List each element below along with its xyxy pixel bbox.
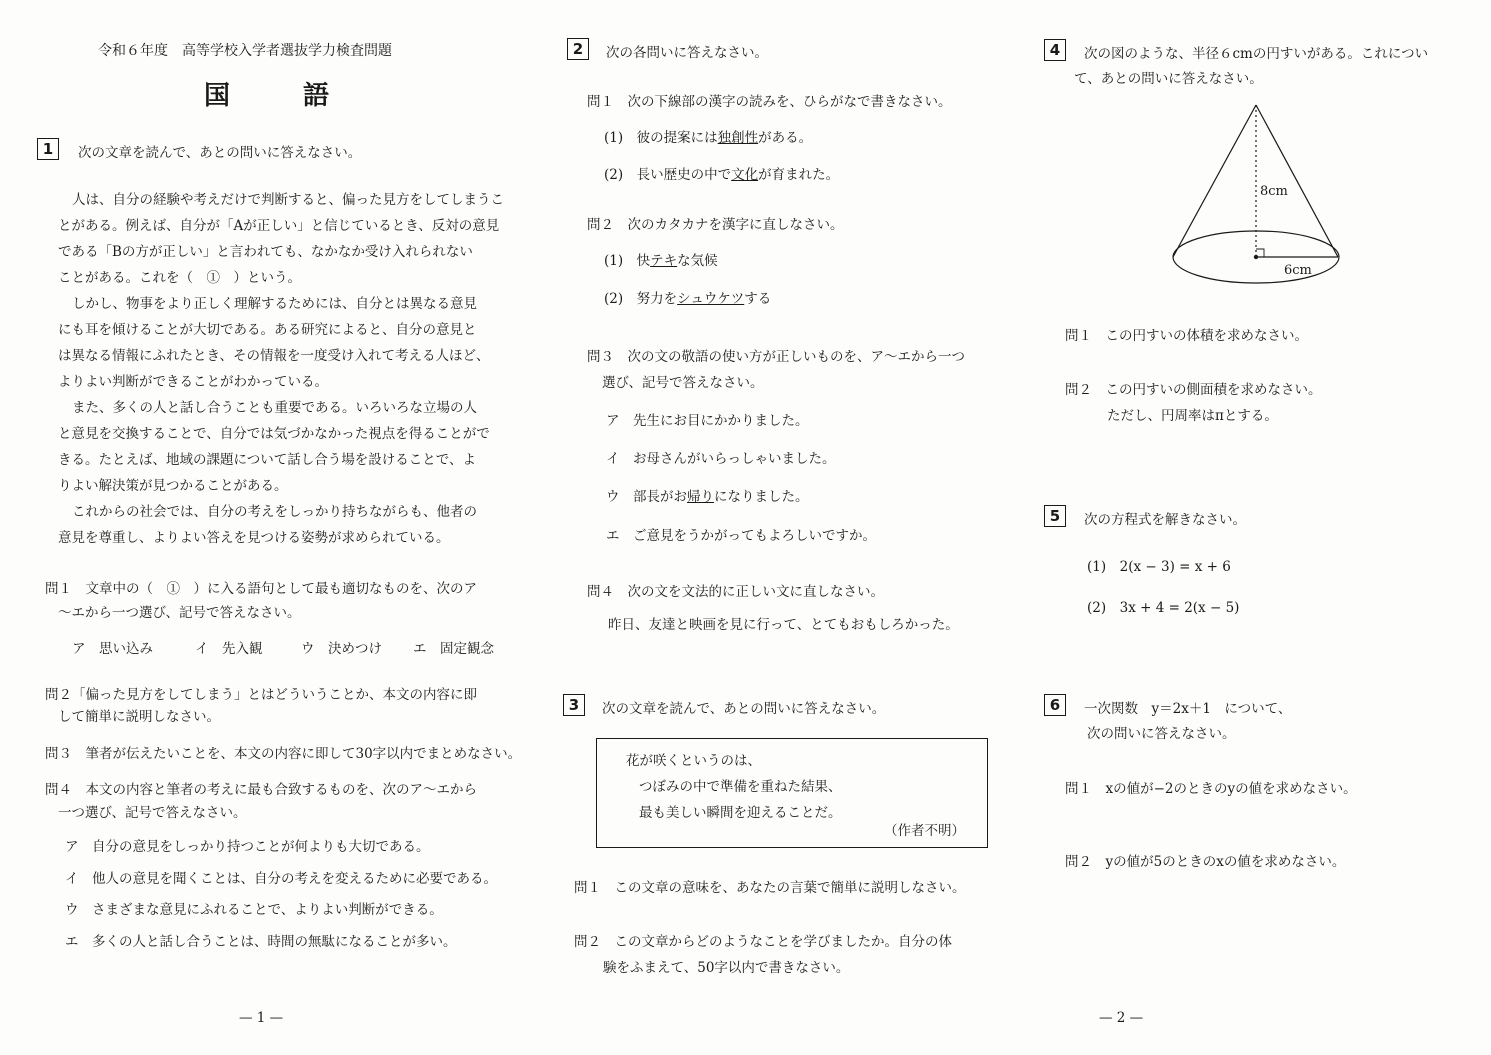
exam-title: 令和６年度 高等学校入学者選抜学力検査問題 xyxy=(98,43,392,59)
q2-sub1-text: 問１ 次の下線部の漢字の読みを、ひらがなで書きなさい。 xyxy=(587,94,952,110)
q6-sub2-text: 問２ yの値が5のときのxの値を求めなさい。 xyxy=(1065,854,1346,870)
quote-author: （作者不明） xyxy=(884,823,965,839)
q4-sub2-text: ただし、円周率はπとする。 xyxy=(1107,408,1278,424)
passage-line: は異なる情報にふれたとき、その情報を一度受け入れて考える人ほど、 xyxy=(58,348,490,364)
height-label: 8cm xyxy=(1260,184,1288,199)
q5-instruction: 次の方程式を解きなさい。 xyxy=(1084,512,1246,528)
q1-sub2-text: して簡単に説明しなさい。 xyxy=(58,709,220,725)
q1-instruction: 次の文章を読んで、あとの問いに答えなさい。 xyxy=(78,145,362,161)
passage-line: りよい解決策が見つかることがある。 xyxy=(58,478,288,494)
item-text: な気候 xyxy=(677,253,718,269)
q5-equation: (2) 3x + 4 = 2(x − 5) xyxy=(1087,600,1240,616)
q2-sub3-text: 選び、記号で答えなさい。 xyxy=(602,375,764,391)
q1-sub3-text: 問３ 筆者が伝えたいことを、本文の内容に即して30字以内でまとめなさい。 xyxy=(45,746,522,762)
q2-sub1-item xyxy=(604,126,812,146)
subject-title-right: 語 xyxy=(303,81,332,111)
q6-instruction: 次の問いに答えなさい。 xyxy=(1087,726,1236,742)
q1-sub4-choice: イ 他人の意見を聞くことは、自分の考えを変えるために必要である。 xyxy=(65,871,497,887)
item-text: がある。 xyxy=(758,130,813,146)
item-text: (2) 努力を xyxy=(604,291,678,307)
page-number-right: — 2 — xyxy=(1099,1010,1144,1026)
q4-instruction: 次の図のような、半径６cmの円すいがある。これについ xyxy=(1084,46,1429,62)
item-text: (1) 彼の提案には xyxy=(604,130,718,146)
q4-sub2-text: 問２ この円すいの側面積を求めなさい。 xyxy=(1065,382,1322,398)
question-number-1: 1 xyxy=(37,138,59,160)
cone-diagram xyxy=(1160,96,1360,296)
q1-sub4-choice: ア 自分の意見をしっかり持つことが何よりも大切である。 xyxy=(65,839,430,855)
q4-instruction: て、あとの問いに答えなさい。 xyxy=(1074,71,1263,87)
q1-sub2-text: 問２「偏った見方をしてしまう」とはどういうことか、本文の内容に即 xyxy=(45,687,477,703)
q2-sub3-choice: イ お母さんがいらっしゃいました。 xyxy=(606,451,836,467)
q2-sub1-item xyxy=(604,163,839,183)
passage-line: とがある。例えば、自分が「Aが正しい」と信じているとき、反対の意見 xyxy=(58,218,500,234)
underlined-word: 文化 xyxy=(731,167,759,183)
passage-line: 意見を尊重し、よりよい答えを見つける姿勢が求められている。 xyxy=(58,530,450,546)
q1-sub4-text: 問４ 本文の内容と筆者の考えに最も合致するものを、次のア～エから xyxy=(45,782,477,798)
q1-sub1-choice: イ 先入観 xyxy=(195,641,263,657)
q2-sub2-item xyxy=(604,249,718,269)
q2-sub4-sentence: 昨日、友達と映画を見に行って、とてもおもしろかった。 xyxy=(608,617,959,633)
item-text: が育まれた。 xyxy=(758,167,840,183)
item-text: (1) 快 xyxy=(604,253,651,269)
quote-line: 最も美しい瞬間を迎えることだ。 xyxy=(639,805,842,821)
q2-sub4-text: 問４ 次の文を文法的に正しい文に直しなさい。 xyxy=(587,584,884,600)
subject-title-left: 国 xyxy=(204,81,233,111)
q1-sub1-choice: エ 固定観念 xyxy=(413,641,494,657)
q6-instruction: 一次関数 y＝2x＋1 について、 xyxy=(1084,701,1292,717)
q1-sub1-text: 問１ 文章中の（ ① ）に入る語句として最も適切なものを、次のア xyxy=(45,581,477,597)
question-number-3: 3 xyxy=(563,694,585,716)
q2-sub3-text: 問３ 次の文の敬語の使い方が正しいものを、ア～エから一つ xyxy=(587,349,965,365)
q2-sub3-choice: ア 先生にお目にかかりました。 xyxy=(606,413,809,429)
q1-sub4-choice: ウ さまざまな意見にふれることで、よりよい判断ができる。 xyxy=(65,902,443,918)
passage-line: これからの社会では、自分の考えをしっかり持ちながらも、他者の xyxy=(72,504,477,520)
passage-line: 人は、自分の経験や考えだけで判断すると、偏った見方をしてしまうこ xyxy=(72,192,504,208)
q2-instruction: 次の各問いに答えなさい。 xyxy=(606,45,768,61)
q1-sub1-text: ～エから一つ選び、記号で答えなさい。 xyxy=(58,605,301,621)
q2-sub2-item xyxy=(604,287,771,307)
quote-line: 花が咲くというのは、 xyxy=(626,753,761,769)
question-number-6: 6 xyxy=(1044,694,1066,716)
passage-line: しかし、物事をより正しく理解するためには、自分とは異なる意見 xyxy=(72,296,477,312)
question-number-4: 4 xyxy=(1044,39,1066,61)
underlined-word: シュウケツ xyxy=(677,291,745,307)
passage-line: である「Bの方が正しい」と言われても、なかなか受け入れられない xyxy=(58,244,473,260)
q5-equation: (1) 2(x − 3) = x + 6 xyxy=(1087,559,1231,575)
q2-sub3-choice xyxy=(606,485,809,505)
q2-sub2-text: 問２ 次のカタカナを漢字に直しなさい。 xyxy=(587,217,844,233)
passage-line: また、多くの人と話し合うことも重要である。いろいろな立場の人 xyxy=(72,400,477,416)
passage-line: よりよい判断ができることがわかっている。 xyxy=(58,374,328,390)
q1-sub4-choice: エ 多くの人と話し合うことは、時間の無駄になることが多い。 xyxy=(65,934,457,950)
item-text: になりました。 xyxy=(714,489,809,505)
passage-line: きる。たとえば、地域の課題について話し合う場を設けることで、よ xyxy=(58,452,476,468)
question-number-5: 5 xyxy=(1044,505,1066,527)
q3-sub2-text: 問２ この文章からどのようなことを学びましたか。自分の体 xyxy=(574,934,952,950)
item-text: ウ 部長がお xyxy=(606,489,687,505)
passage-line: にも耳を傾けることが大切である。ある研究によると、自分の意見と xyxy=(58,322,477,338)
underlined-word: テキ xyxy=(650,253,678,269)
q3-sub2-text: 験をふまえて、50字以内で書きなさい。 xyxy=(603,960,850,976)
item-text: (2) 長い歴史の中で xyxy=(604,167,732,183)
q1-sub1-choice: ア 思い込み xyxy=(72,641,153,657)
item-text: する xyxy=(744,291,772,307)
underlined-word: 独創性 xyxy=(717,130,759,146)
q4-sub1-text: 問１ この円すいの体積を求めなさい。 xyxy=(1065,328,1308,344)
q3-sub1-text: 問１ この文章の意味を、あなたの言葉で簡単に説明しなさい。 xyxy=(574,880,966,896)
underlined-word: 帰り xyxy=(687,489,714,505)
q1-sub4-text: 一つ選び、記号で答えなさい。 xyxy=(58,805,247,821)
quote-line: つぼみの中で準備を重ねた結果、 xyxy=(639,779,842,795)
base-center-dot xyxy=(1254,255,1258,259)
q1-sub1-choice: ウ 決めつけ xyxy=(301,641,382,657)
passage-line: と意見を交換することで、自分では気づかなかった視点を得ることがで xyxy=(58,426,490,442)
page-number-left: — 1 — xyxy=(239,1010,284,1026)
radius-label: 6cm xyxy=(1284,263,1312,278)
q3-instruction: 次の文章を読んで、あとの問いに答えなさい。 xyxy=(602,701,886,717)
passage-line: ことがある。これを（ ① ）という。 xyxy=(58,270,301,286)
question-number-2: 2 xyxy=(567,38,589,60)
q6-sub1-text: 問１ xの値が−2のときのyの値を求めなさい。 xyxy=(1065,781,1357,797)
q2-sub3-choice: エ ご意見をうかがってもよろしいですか。 xyxy=(606,528,876,544)
